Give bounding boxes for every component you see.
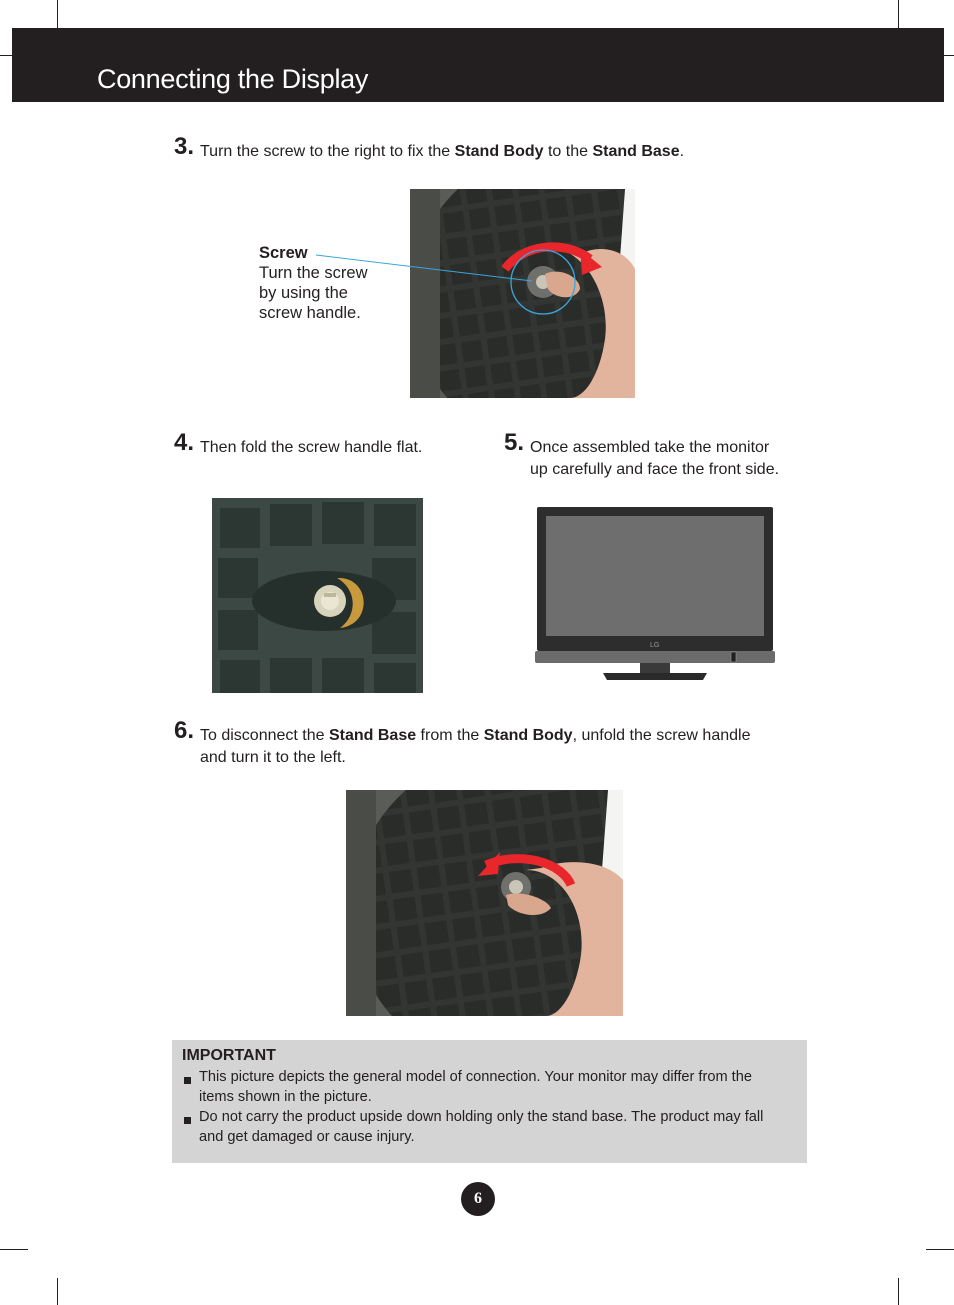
step-text: To disconnect the Stand Base from the Stand Body, unfold the screw handle and turn it to the left. [200, 727, 751, 766]
step-number: 6. [174, 717, 195, 744]
step-4 [174, 429, 474, 463]
callout-line: by using the [259, 284, 348, 302]
header-bar [12, 28, 944, 102]
callout-line: screw handle. [259, 304, 361, 322]
page-title: Connecting the Display [97, 64, 369, 94]
bullet-icon [184, 1077, 191, 1084]
monitor-front-image [535, 506, 776, 681]
important-notice [172, 1040, 807, 1163]
crop-mark [898, 1278, 899, 1305]
step-3 [174, 133, 774, 167]
important-title: IMPORTANT [182, 1047, 276, 1064]
crop-mark [0, 55, 12, 56]
screw-callout [259, 243, 368, 323]
crop-mark [926, 1249, 954, 1250]
callout-title: Screw [259, 244, 308, 262]
step-5 [504, 429, 824, 485]
important-item: Do not carry the product upside down holding only the stand base. The product may fall and get damaged or cause injury. [199, 1109, 764, 1145]
step-text: Turn the screw to the right to fix the Stand Body to the Stand Base. [200, 143, 685, 160]
step-text: Then fold the screw handle flat. [200, 439, 423, 456]
step-number: 3. [174, 133, 195, 160]
step-number: 4. [174, 429, 195, 456]
crop-mark [57, 1278, 58, 1305]
callout-line: Turn the screw [259, 264, 368, 282]
bullet-icon [184, 1117, 191, 1124]
step-text: Once assembled take the monitor up carefully and face the front side. [530, 439, 780, 478]
crop-mark [944, 55, 954, 56]
crop-mark [57, 0, 58, 28]
screw-turn-right-photo [410, 189, 635, 398]
page-number: 6 [461, 1182, 495, 1216]
crop-mark [898, 0, 899, 28]
monitor-brand-logo: LG [650, 642, 660, 649]
step-6 [174, 717, 814, 773]
important-item: This picture depicts the general model of connection. Your monitor may differ from the items shown in the picture. [199, 1069, 752, 1105]
folded-screw-handle-photo [212, 498, 423, 693]
screw-turn-left-photo [346, 790, 623, 1016]
crop-mark [0, 1249, 28, 1250]
step-number: 5. [504, 429, 525, 456]
